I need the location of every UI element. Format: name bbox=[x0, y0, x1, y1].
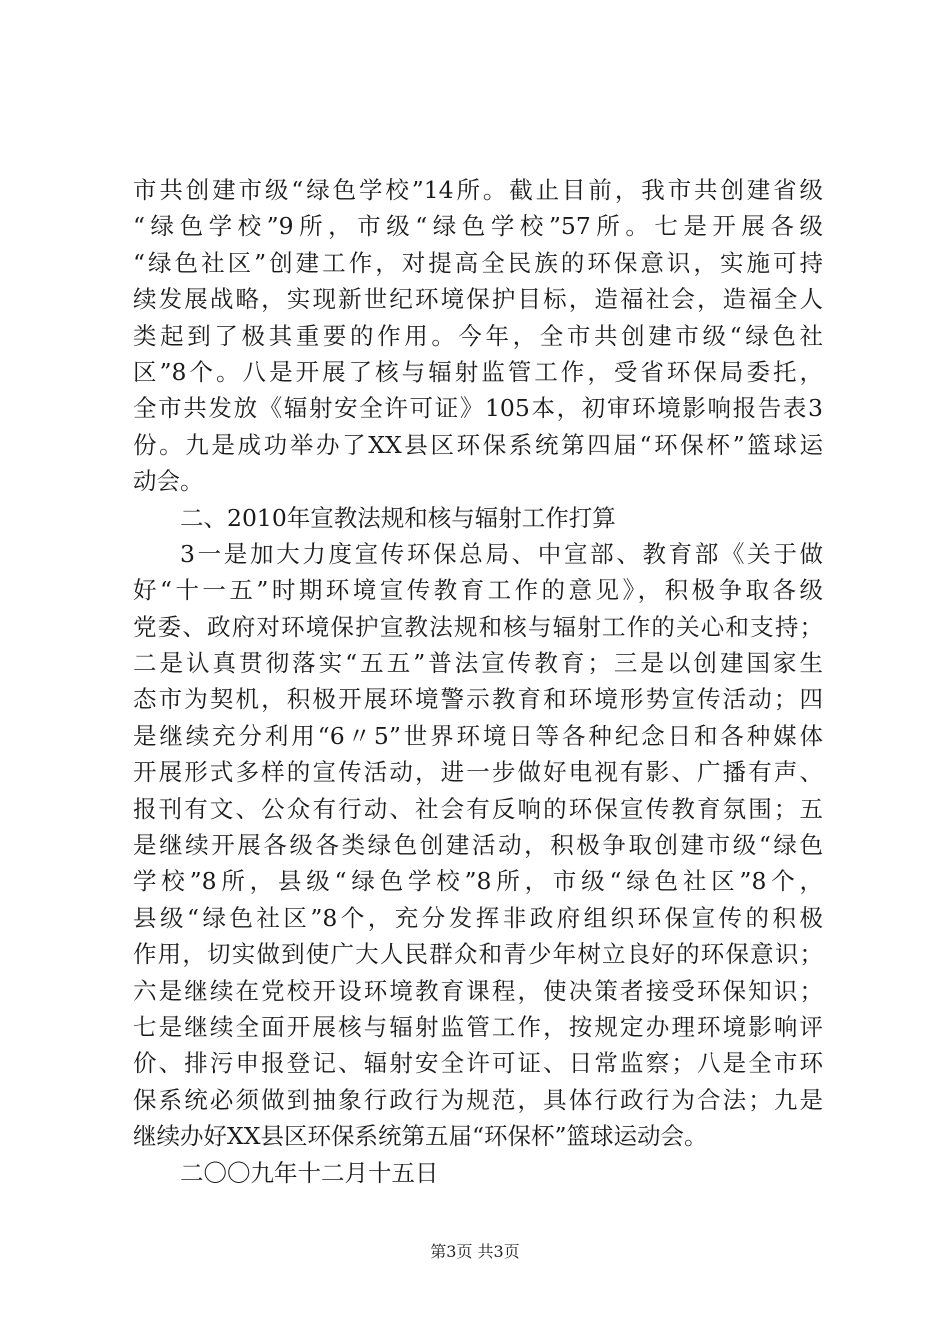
text-line: 续发展战略，实现新世纪环境保护目标，造福社会，造福全人 bbox=[133, 285, 823, 314]
text-line: 六是继续在党校开设环境教育课程，使决策者接受环保知识； bbox=[133, 976, 823, 1005]
text-line: 区”8个。八是开展了核与辐射监管工作，受省环保局委托， bbox=[133, 357, 823, 386]
text-line: 党委、政府对环境保护宣教法规和核与辐射工作的关心和支持； bbox=[133, 612, 823, 641]
text-line: 全市共发放《辐射安全许可证》105本，初审环境影响报告表3 bbox=[133, 394, 823, 423]
section-heading: 二、2010年宣教法规和核与辐射工作打算 bbox=[180, 503, 616, 532]
text-line: 保系统必须做到抽象行政行为规范，具体行政行为合法；九是 bbox=[133, 1085, 823, 1114]
text-line: 二是认真贯彻落实“五五”普法宣传教育；三是以创建国家生 bbox=[133, 649, 823, 678]
text-line: 好“十一五”时期环境宣传教育工作的意见》，积极争取各级 bbox=[133, 576, 823, 605]
text-line: 开展形式多样的宣传活动，进一步做好电视有影、广播有声、 bbox=[133, 758, 823, 787]
page-indicator: 第3页 共3页 bbox=[430, 1242, 520, 1261]
text-line: 报刊有文、公众有行动、社会有反响的环保宣传教育氛围；五 bbox=[133, 794, 823, 823]
text-line: 学校”8所，县级“绿色学校”8所，市级“绿色社区”8个， bbox=[133, 867, 823, 896]
text-line: “绿色社区”创建工作，对提高全民族的环保意识，实施可持 bbox=[133, 248, 823, 277]
date-line: 二〇〇九年十二月十五日 bbox=[180, 1158, 439, 1187]
document-body bbox=[133, 172, 823, 1191]
text-line: 类起到了极其重要的作用。今年，全市共创建市级“绿色社 bbox=[133, 321, 823, 350]
text-line: 市共创建市级“绿色学校”14所。截止目前，我市共创建省级 bbox=[133, 176, 823, 204]
text-line: 3一是加大力度宣传环保总局、中宣部、教育部《关于做 bbox=[180, 539, 823, 568]
text-line: 态市为契机，积极开展环境警示教育和环境形势宣传活动；四 bbox=[133, 685, 823, 714]
text-line: 作用，切实做到使广大人民群众和青少年树立良好的环保意识； bbox=[133, 940, 823, 969]
text-line: 继续办好XX县区环保系统第五届“环保杯”篮球运动会。 bbox=[133, 1122, 708, 1151]
text-line: 是继续充分利用“6〃5”世界环境日等各种纪念日和各种媒体 bbox=[133, 721, 823, 750]
text-line: 县级“绿色社区”8个，充分发挥非政府组织环保宣传的积极 bbox=[133, 903, 823, 932]
text-line: 份。九是成功举办了XX县区环保系统第四届“环保杯”篮球运 bbox=[133, 430, 823, 459]
text-line: 价、排污申报登记、辐射安全许可证、日常监察；八是全市环 bbox=[133, 1049, 823, 1078]
page-footer bbox=[0, 1242, 950, 1262]
text-line: “绿色学校”9所，市级“绿色学校”57所。七是开展各级 bbox=[133, 212, 823, 241]
text-line: 是继续开展各级各类绿色创建活动，积极争取创建市级“绿色 bbox=[133, 831, 823, 860]
text-line: 动会。 bbox=[133, 467, 204, 496]
text-line: 七是继续全面开展核与辐射监管工作，按规定办理环境影响评 bbox=[133, 1012, 823, 1041]
